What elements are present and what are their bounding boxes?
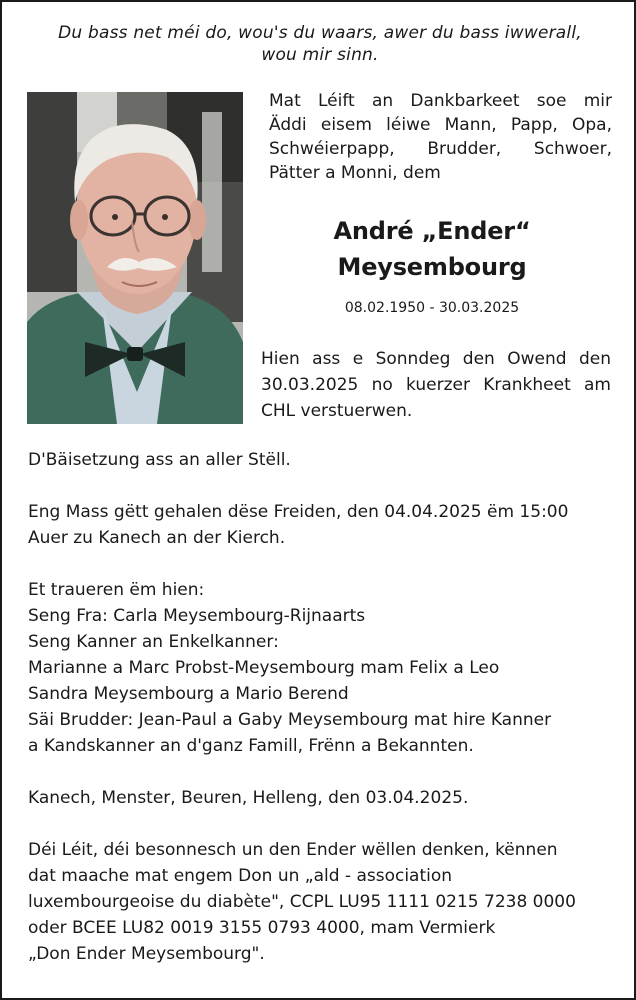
quote-line: Du bass net méi do, wou's du waars, awer du bass iwwerall, [58, 23, 582, 43]
life-dates: 08.02.1950 - 30.03.2025 [344, 300, 520, 316]
place-date-line: Kanech, Menster, Beuren, Helleng, den 03.04.2025. [28, 788, 469, 808]
donation-line: „Don Ender Meysembourg". [28, 944, 265, 964]
mourners-line: Seng Fra: Carla Meysembourg-Rijnaarts [28, 606, 366, 626]
donation-line: luxembourgeoise du diabète", CCPL LU95 1111 0215 7238 0000 [28, 892, 576, 912]
intro-line: Mat Léift an Dankbarkeet soe mir [269, 91, 612, 111]
mass-paragraph [28, 499, 618, 551]
funeral-line: D'Bäisetzung ass an aller Stëll. [28, 450, 291, 470]
mourners-line: Sandra Meysembourg a Mario Berend [28, 684, 349, 704]
mourners-line: Säi Brudder: Jean-Paul a Gaby Meysembourg mat hire Kanner [28, 710, 552, 730]
passing-line: 30.03.2025 no kuerzer Krankheet am [261, 375, 611, 395]
memorial-quote [2, 22, 636, 66]
donation-line: oder BCEE LU82 0019 3155 0793 4000, mam Vermierk [28, 918, 496, 938]
mass-line: Eng Mass gëtt gehalen dëse Freiden, den 04.04.2025 ëm 15:00 [28, 502, 569, 522]
place-date-paragraph [28, 785, 618, 811]
intro-line: Äddi eisem léiwe Mann, Papp, Opa, [269, 115, 612, 135]
deceased-name [252, 213, 612, 285]
notice-body [28, 447, 618, 993]
donation-paragraph [28, 837, 618, 967]
deceased-name-line: André „Ender“ [333, 217, 531, 245]
mass-line: Auer zu Kanech an der Kierch. [28, 528, 286, 548]
mourners-line: a Kandskanner an d'ganz Famill, Frënn a Bekannten. [28, 736, 474, 756]
mourners-line: Marianne a Marc Probst-Meysembourg mam Felix a Leo [28, 658, 500, 678]
intro-line: Schwéierpapp, Brudder, Schwoer, [269, 139, 612, 159]
donation-line: dat maache mat engem Don un „ald - association [28, 866, 453, 886]
mourners-line: Seng Kanner an Enkelkanner: [28, 632, 279, 652]
intro-line: Pätter a Monni, dem [269, 163, 441, 183]
mourners-paragraph [28, 577, 618, 759]
quote-line: wou mir sinn. [261, 45, 379, 65]
passing-text [261, 346, 611, 424]
funeral-paragraph [28, 447, 618, 473]
deceased-surname-line: Meysembourg [337, 253, 527, 281]
passing-line: Hien ass e Sonndeg den Owend den [261, 349, 611, 369]
passing-line: CHL verstuerwen. [261, 401, 413, 421]
intro-text [269, 89, 612, 185]
donation-line: Déi Léit, déi besonnesch un den Ender wëllen denken, kënnen [28, 840, 558, 860]
portrait-photo [27, 92, 243, 424]
mourners-line: Et traueren ëm hien: [28, 580, 205, 600]
